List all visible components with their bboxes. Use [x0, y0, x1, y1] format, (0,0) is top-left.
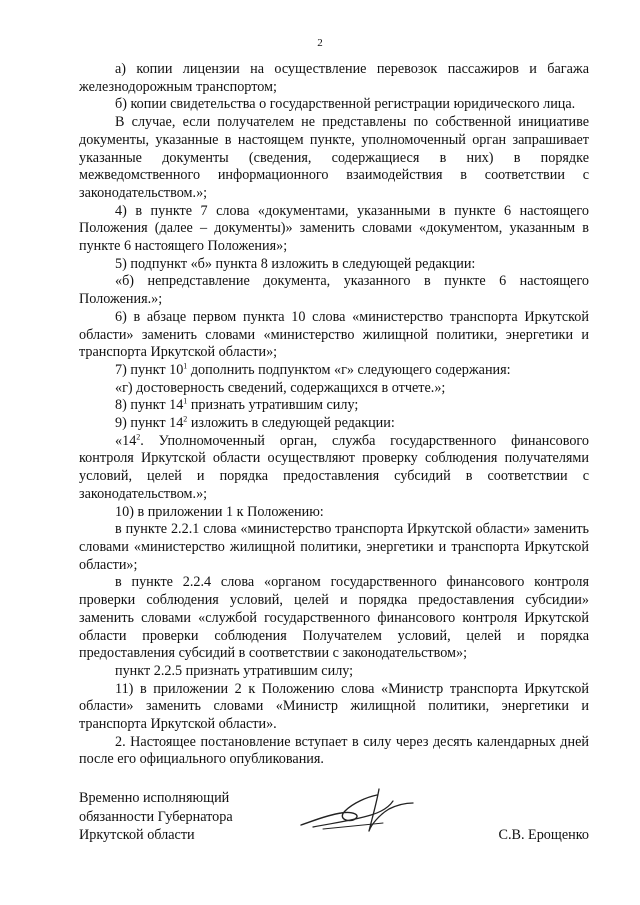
signatory-name: С.В. Ерощенко [498, 827, 589, 843]
paragraph-text: . Уполномоченный орган, служба государственного финансового контроля Иркутской области осуществляют проверку соблюдения получателями условий, целей и порядка предоставления субсидий в соответствии с законодательством.»; [79, 432, 589, 502]
page-number: 2 [317, 37, 323, 49]
paragraph: 5) подпункт «б» пункта 8 изложить в следующей редакции: [115, 255, 476, 272]
paragraph: «б) непредставление документа, указанного в пункте 6 настоящего Положения.»; [79, 273, 589, 308]
signatory-title-line: обязанности Губернатора [79, 808, 233, 825]
paragraph: а) копии лицензии на осуществление перевозок пассажиров и багажа железнодорожным транспортом; [79, 61, 589, 95]
paragraph-text: изложить в следующей редакции: [187, 415, 395, 432]
paragraph-text: 7) пункт 10 [115, 361, 184, 378]
signature-block [79, 789, 589, 849]
paragraph-text: признать утратившим силу; [187, 397, 359, 414]
paragraph: 6) в абзаце первом пункта 10 слова «министерство транспорта Иркутской области» заменить словами «министерство жилищной политики, энергетики и транспорта Иркутской области»; [79, 308, 589, 361]
signatory-title-line: Иркутской области [79, 827, 195, 843]
paragraph: пункт 2.2.5 признать утратившим силу; [115, 662, 354, 679]
paragraph: 10) в приложении 1 к Положению: [115, 503, 324, 520]
paragraph: б) копии свидетельства о государственной регистрации юридического лица. [115, 96, 576, 113]
paragraph-text: «14 [115, 432, 137, 449]
paragraph: 4) в пункте 7 слова «документами, указанными в пункте 6 настоящего Положения (далее – документы)» заменить словами «документом, указанным в пункте 6 настоящего Положения»; [79, 202, 589, 255]
paragraph-text: 8) пункт 14 [115, 397, 184, 414]
paragraph: в пункте 2.2.1 слова «министерство транспорта Иркутской области» заменить словами «министерство жилищной политики, энергетики и транспорта Иркутской области»; [79, 521, 589, 573]
superscript: 2 [183, 414, 188, 424]
signatory-title-line: Временно исполняющий [79, 790, 230, 806]
handwritten-signature [293, 785, 425, 837]
signatory-title [79, 789, 233, 845]
paragraph [79, 415, 589, 433]
paragraph: «г) достоверность сведений, содержащихся в отчете.»; [115, 379, 446, 396]
paragraph: В случае, если получателем не представлены по собственной инициативе документы, указанные в настоящем пункте, уполномоченный орган запрашивает указанные документы (сведения, содержащиеся в них) в порядке межведомственного информационного взаимодействия в соответствии с законодательством.»; [79, 114, 589, 201]
superscript: 2 [136, 432, 141, 442]
superscript: 1 [183, 396, 188, 406]
paragraph-text: дополнить подпунктом «г» следующего содержания: [187, 361, 511, 378]
paragraph [79, 397, 589, 415]
superscript: 1 [183, 361, 188, 371]
paragraph [79, 362, 589, 380]
paragraph: 11) в приложении 2 к Положению слова «Министр транспорта Иркутской области» заменить словами «Министр жилищной политики, энергетики и транспорта Иркутской области». [79, 680, 589, 733]
document-body [79, 61, 589, 769]
paragraph [79, 433, 589, 504]
paragraph: 2. Настоящее постановление вступает в силу через десять календарных дней после его официального опубликования. [79, 733, 589, 768]
paragraph-text: 9) пункт 14 [115, 415, 184, 432]
paragraph: в пункте 2.2.4 слова «органом государственного финансового контроля проверки соблюдения условий, целей и порядка предоставления субсидии» заменить словами «службой государственного финансового контроля Иркутской области проверки соблюдения Получателем условий, целей и порядка предоставления субсидий в соответствии с законодательством»; [79, 574, 589, 662]
